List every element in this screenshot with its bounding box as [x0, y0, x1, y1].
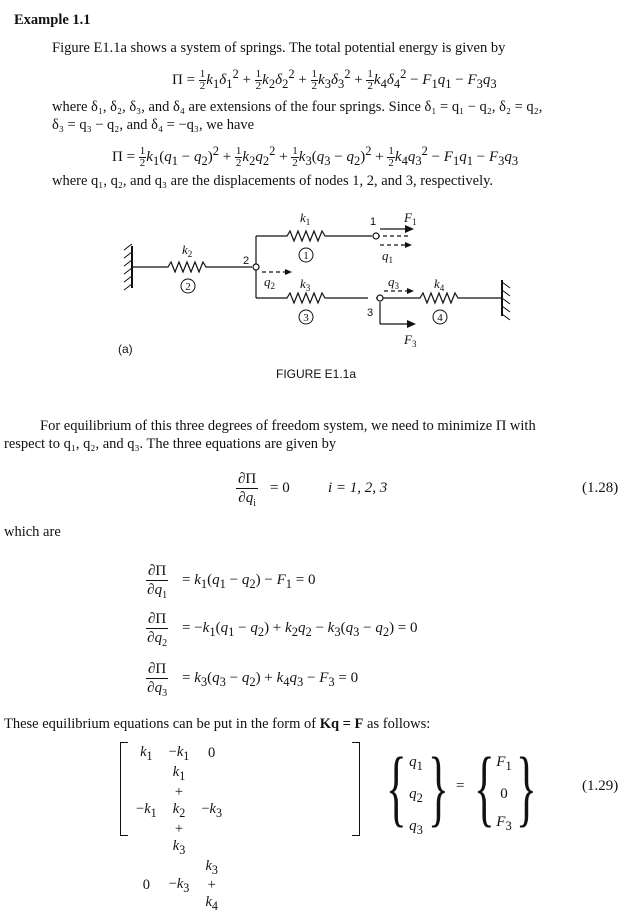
equilibrium-line-2: respect to q₁, q₂, and q₃. The three equations are given by [4, 436, 337, 452]
partial-derivative-general: ∂Π $\partial q_i$ [238, 471, 257, 509]
intro-line: Figure E1.1a shows a system of springs. The total potential energy is given by [52, 40, 506, 56]
which-are-text: which are [4, 524, 61, 540]
displacement-vector: $q_1$ $q_2$ $q_3$ [409, 754, 423, 837]
node-label-3: 3 [367, 307, 374, 319]
example-title: Example 1.1 [14, 12, 91, 28]
brace-q-right: } [428, 739, 449, 835]
figure-panel-label: (a) [118, 342, 133, 356]
disp-label-q1: $q_1$ [382, 248, 393, 265]
spring-number-3: 3 [303, 312, 309, 324]
equation-q3: = $k_3(q_3 - q_2) + k_4q_3 - F_3 = 0$ [182, 670, 359, 689]
node-label-2: 2 [243, 255, 250, 267]
extension-line-1: where δ₁, δ₂, δ₃, and δ₄ are extensions of the four springs. Since δ₁ = q₁ − q₂, δ₂ = q₂, [52, 99, 543, 115]
brace-q-left: { [386, 739, 407, 835]
disp-label-q3: $q_3$ [388, 274, 399, 291]
equation-q1: = $k_1(q_1 - q_2) - F_1 = 0$ [182, 572, 316, 591]
brace-f-left: { [474, 739, 495, 835]
partial-q3: ∂Π $\partial q_3$ [147, 661, 168, 699]
extension-line-2: δ₃ = q₃ − q₂, and δ₄ = −q₃, we have [52, 117, 255, 133]
spring-number-1: 1 [303, 250, 309, 262]
spring-label-k3: $k_3$ [300, 276, 311, 293]
equilibrium-line-1: For equilibrium of this three degrees of freedom system, we need to minimize Π with [40, 418, 536, 434]
displacement-line: where q₁, q₂, and q₃ are the displacements of nodes 1, 2, and 3, respectively. [52, 173, 494, 189]
figure-caption: FIGURE E1.1a [276, 367, 357, 381]
matrix-form-line: These equilibrium equations can be put in the form of Kq = F as follows: [4, 716, 431, 732]
eq128-rhs: = 0 [270, 480, 290, 496]
node-label-1: 1 [370, 216, 377, 228]
spring-number-4: 4 [437, 312, 443, 324]
force-vector: $F_1$ 0 $F_3$ [496, 754, 512, 833]
partial-q2: ∂Π $\partial q_2$ [147, 611, 168, 649]
spring-label-k1: $k_1$ [300, 210, 311, 227]
force-label-F1: $F_1$ [404, 210, 417, 227]
eq129-number: (1.29) [582, 778, 619, 794]
brace-f-right: } [516, 739, 537, 835]
spring-system-figure [0, 198, 638, 388]
force-label-F3: $F_3$ [404, 332, 417, 349]
matrix-equals: = [456, 778, 465, 794]
disp-label-q2: $q_2$ [264, 274, 275, 291]
spring-number-2: 2 [185, 281, 191, 293]
eq128-index: i = 1, 2, 3 [328, 480, 388, 496]
energy-equation-1: Π = $\frac{1}{2}$ $k_1\delta_1^2$ + $\frac{1}{2}$ $k_2\delta_2^2$ + $\frac{1}{2}$ $k_3\delta_3^2$ + $\frac{1}{2}$ $k_4\delta_4^2 - F_1q_1 - F_3q_3$ [172, 67, 497, 93]
spring-label-k2: $k_2$ [182, 242, 193, 259]
partial-q1: ∂Π $\partial q_1$ [147, 563, 168, 601]
energy-equation-2: Π = $\frac{1}{2}$ $k_1(q_1 - q_2)^2$ + $\frac{1}{2}$ $k_2q_2^2$ + $\frac{1}{2}$ $k_3(q_3 - q_2)^2$ + $\frac{1}{2}$ $k_4q_3^2 - F_1q_1 - F_3q_3$ [112, 144, 519, 170]
spring-label-k4: $k_4$ [434, 276, 445, 293]
kq-equals-f: Kq = F [319, 716, 364, 732]
equation-q2: = $-k_1(q_1 - q_2) + k_2q_2 - k_3(q_3 - q_2) = 0$ [182, 620, 418, 639]
eq128-number: (1.28) [582, 480, 619, 496]
